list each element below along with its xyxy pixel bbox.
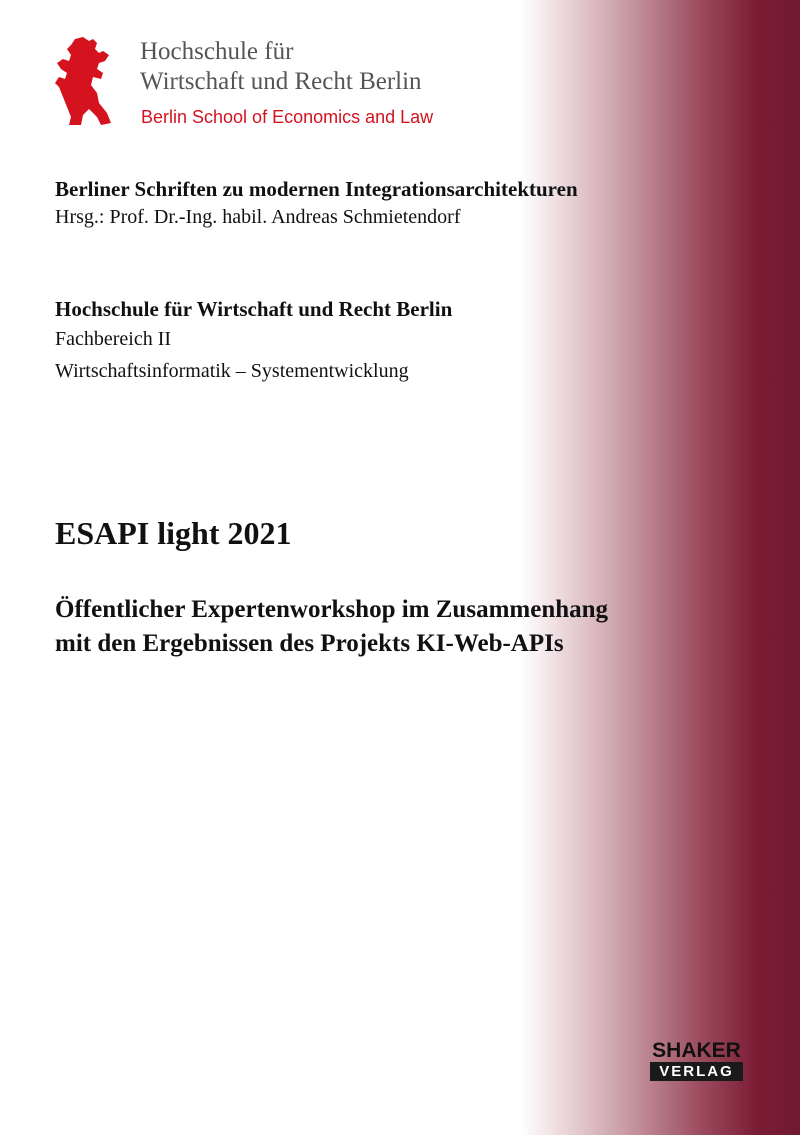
- subtitle-line1: Öffentlicher Expertenworkshop im Zusammenhang: [55, 596, 609, 623]
- institution-block: [55, 295, 452, 387]
- berlin-bear-logo-icon: [53, 37, 113, 127]
- series-editor: Hrsg.: Prof. Dr.-Ing. habil. Andreas Schmietendorf: [55, 206, 461, 228]
- publisher-line2: VERLAG: [650, 1062, 743, 1081]
- university-name: [140, 37, 422, 97]
- field-of-study: Wirtschaftsinformatik – Systementwicklung: [55, 360, 409, 382]
- university-name-line2: Wirtschaft und Recht Berlin: [140, 68, 422, 95]
- publisher-logo: [650, 1040, 743, 1081]
- cover-gradient-band: [520, 0, 800, 1135]
- institution-name: Hochschule für Wirtschaft und Recht Berlin: [55, 297, 453, 321]
- book-subtitle: [55, 593, 608, 661]
- department: Fachbereich II: [55, 328, 172, 350]
- book-title: ESAPI light 2021: [55, 515, 292, 551]
- university-name-line1: Hochschule für: [140, 38, 294, 65]
- university-english-name: Berlin School of Economics and Law: [141, 107, 434, 127]
- subtitle-line2: mit den Ergebnissen des Projekts KI-Web-APIs: [55, 630, 564, 657]
- series-block: [55, 175, 578, 231]
- series-title: Berliner Schriften zu modernen Integrationsarchitekturen: [55, 177, 578, 201]
- publisher-line1: SHAKER: [652, 1039, 741, 1062]
